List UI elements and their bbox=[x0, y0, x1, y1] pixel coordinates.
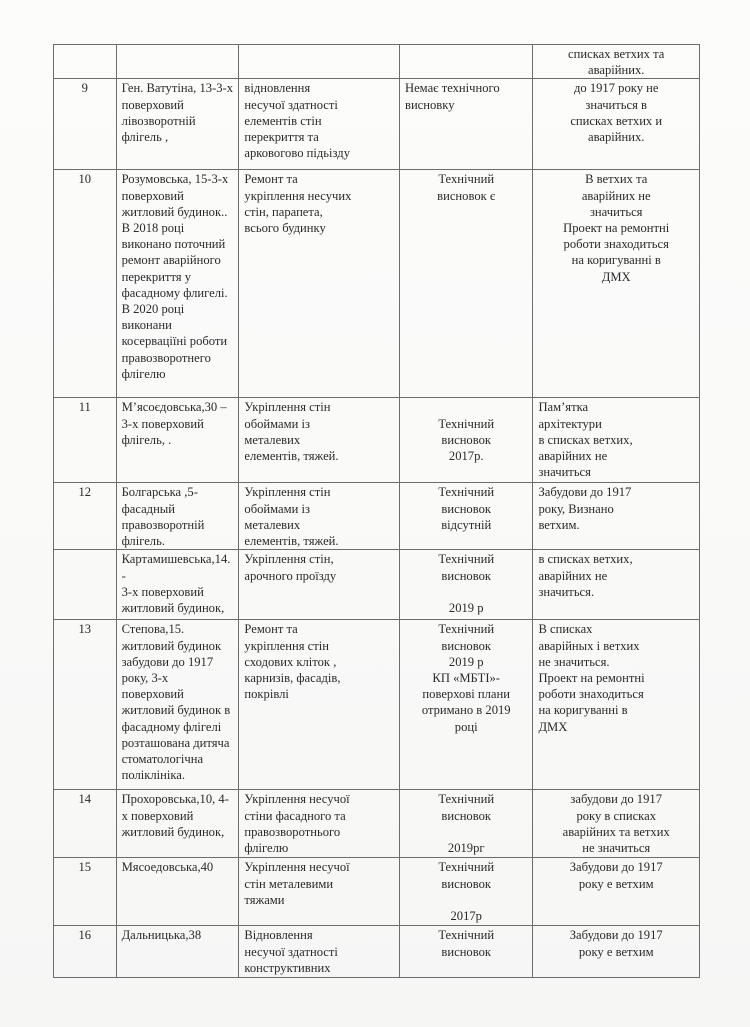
table-row bbox=[54, 926, 700, 978]
row-number bbox=[54, 45, 117, 79]
works-cell: Відновлення несучої здатності конструктивних bbox=[239, 926, 400, 978]
conclusion-cell: Технічний висновок 2017р bbox=[400, 858, 533, 926]
status-cell: Пам’ятка архітектури в списках ветхих, аварійних не значиться bbox=[533, 398, 700, 483]
table-row bbox=[54, 620, 700, 790]
conclusion-cell: Немає технічного висновку bbox=[400, 79, 533, 170]
row-number: 10 bbox=[54, 170, 117, 398]
conclusion-cell: Технічний висновок 2019 р bbox=[400, 550, 533, 620]
address-cell: Мясоедовська,40 bbox=[116, 858, 239, 926]
address-cell: М’ясоєдовська,30 – 3-х поверховий флігель, . bbox=[116, 398, 239, 483]
works-cell: Укріплення несучої стін металевими тяжами bbox=[239, 858, 400, 926]
row-number: 13 bbox=[54, 620, 117, 790]
works-cell: Ремонт та укріплення стін сходових кліток , карнизів, фасадів, покрівлі bbox=[239, 620, 400, 790]
address-cell: Дальницька,38 bbox=[116, 926, 239, 978]
address-cell: Болгарська ,5- фасадный правозворотній флігель. bbox=[116, 483, 239, 550]
conclusion-cell: Технічний висновок 2017р. bbox=[400, 398, 533, 483]
address-cell: Розумовська, 15-3-х поверховий житловий будинок.. В 2018 році виконано поточний ремонт аварійного перекриття у фасадному флигелі. В 2020 році виконани косерваціїні роботи правозворотнего флігелю bbox=[116, 170, 239, 398]
status-cell: забудови до 1917 року в списках аварійних та ветхих не значиться bbox=[533, 790, 700, 858]
works-cell: Укріплення стін, арочного проїзду bbox=[239, 550, 400, 620]
row-number: 11 bbox=[54, 398, 117, 483]
status-cell: Забудови до 1917 року е ветхим bbox=[533, 926, 700, 978]
conclusion-cell: Технічний висновок є bbox=[400, 170, 533, 398]
status-cell: Забудови до 1917 року, Визнано ветхим. bbox=[533, 483, 700, 550]
address-cell: Ген. Ватутіна, 13-3-х поверховий лівозворотній флігель , bbox=[116, 79, 239, 170]
status-cell: в списках ветхих, аварійних не значиться. bbox=[533, 550, 700, 620]
conclusion-cell bbox=[400, 45, 533, 79]
status-cell: Забудови до 1917 року е ветхим bbox=[533, 858, 700, 926]
conclusion-cell: Технічний висновок 2019 р КП «МБТІ»- поверхові плани отримано в 2019 році bbox=[400, 620, 533, 790]
row-number bbox=[54, 550, 117, 620]
address-cell bbox=[116, 45, 239, 79]
works-cell: Ремонт та укріплення несучих стін, парапета, всього будинку bbox=[239, 170, 400, 398]
table-row bbox=[54, 550, 700, 620]
table-row bbox=[54, 858, 700, 926]
address-cell: Картамишевська,14.- 3-х поверховий житловий будинок, bbox=[116, 550, 239, 620]
row-number: 9 bbox=[54, 79, 117, 170]
buildings-table bbox=[53, 44, 700, 978]
row-number: 15 bbox=[54, 858, 117, 926]
table-row bbox=[54, 45, 700, 79]
conclusion-cell: Технічний висновок 2019рг bbox=[400, 790, 533, 858]
row-number: 16 bbox=[54, 926, 117, 978]
address-cell: Прохоровська,10, 4- х поверховий житловий будинок, bbox=[116, 790, 239, 858]
status-cell: до 1917 року не значиться в списках ветхих и аварійних. bbox=[533, 79, 700, 170]
status-cell: списках ветхих та аварійних. bbox=[533, 45, 700, 79]
status-cell: В ветхих та аварійних не значиться Проект на ремонтні роботи знаходиться на коригуванні в ДМХ bbox=[533, 170, 700, 398]
conclusion-cell: Технічний висновок bbox=[400, 926, 533, 978]
address-cell: Степова,15. житловий будинок забудови до 1917 року, 3-х поверховий житловий будинок в фасадному флігелі розташована дитяча стоматологічна поліклініка. bbox=[116, 620, 239, 790]
works-cell: Укріплення несучої стіни фасадного та правозворотнього флігелю bbox=[239, 790, 400, 858]
table-row bbox=[54, 790, 700, 858]
works-cell: відновлення несучої здатності елементів стін перекриття та арковогово підьізду bbox=[239, 79, 400, 170]
table-row bbox=[54, 398, 700, 483]
table-row bbox=[54, 79, 700, 170]
works-cell: Укріплення стін обоймами із металевих елементів, тяжей. bbox=[239, 398, 400, 483]
table-row bbox=[54, 483, 700, 550]
conclusion-cell: Технічний висновок відсутній bbox=[400, 483, 533, 550]
works-cell: Укріплення стін обоймами із металевих елементів, тяжей. bbox=[239, 483, 400, 550]
row-number: 14 bbox=[54, 790, 117, 858]
row-number: 12 bbox=[54, 483, 117, 550]
table-row bbox=[54, 170, 700, 398]
status-cell: В списках аварійных і ветхих не значиться. Проект на ремонтні роботи знаходиться на коригуванні в ДМХ bbox=[533, 620, 700, 790]
works-cell bbox=[239, 45, 400, 79]
